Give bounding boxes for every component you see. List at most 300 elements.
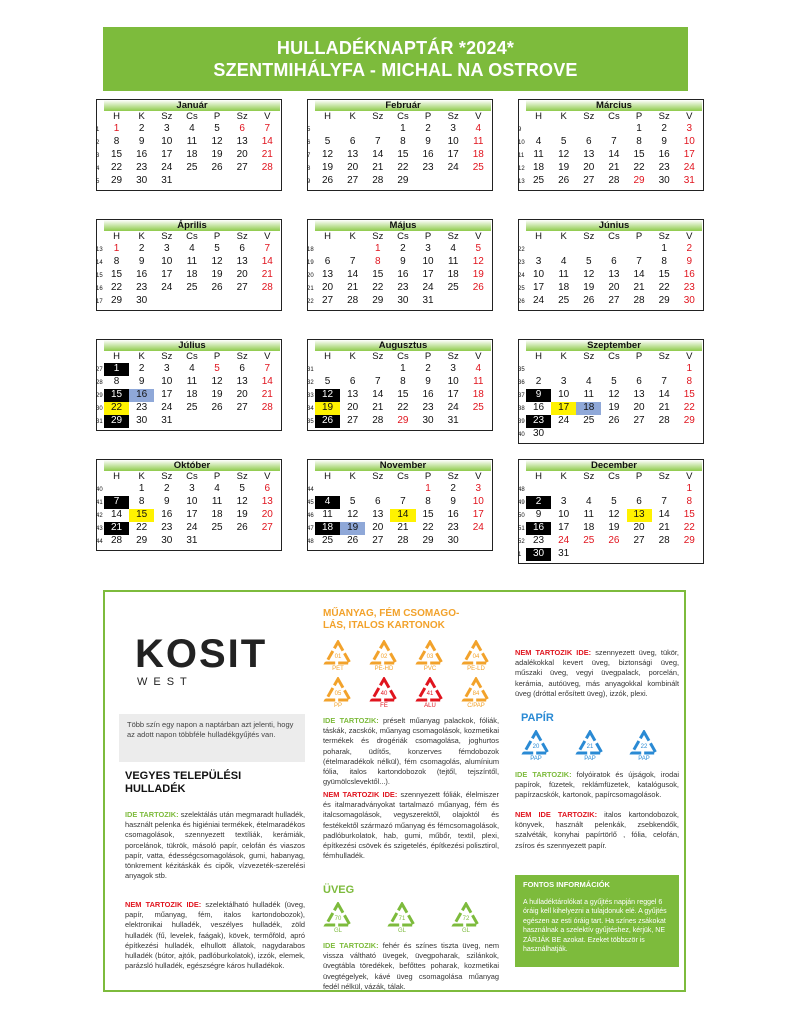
weekday-label: Cs [608,351,620,362]
day-cell: 31 [447,415,459,426]
mixed-ide-body: szelektálás után megmaradt hulladék, használt pelenka és higiéniai termékek, ételmaradékos csomagolások, szennyezett textíliák, kerámiák, porcelánok, tükrök, másoló papír, celofán és viaszos papír, vatta, édességcsomagolások, gumi, habanyag, tönkrement kézitáskák és cipők, vízvezeték-szerelési anyagok stb. [125,810,306,881]
weekday-label: H [535,471,542,482]
week-number: 8 [307,166,311,172]
week-number: 9 [518,127,522,133]
weekday-label: V [475,111,482,122]
glass-ide-text [323,941,499,992]
day-cell: 26 [583,295,595,306]
recycling-code: 03 [426,654,434,660]
day-cell: 29 [658,295,670,306]
weekday-header [526,351,702,362]
day-cell: 4 [189,243,195,254]
recycling-code: 21 [586,744,594,750]
week-row [518,535,704,548]
week-number: 3 [96,153,100,159]
day-cell: 5 [611,376,617,387]
weekday-label: K [349,351,356,362]
week-number: 45 [307,500,314,506]
day-cell: 21 [658,522,670,533]
day-cell: 26 [236,522,248,533]
day-cell: 30 [136,175,148,186]
day-cell [255,175,280,188]
day-cell: 13 [236,376,248,387]
month-name: November [315,460,491,471]
mixed-nem-label: NEM TARTOZIK IDE: [125,900,202,909]
day-cell-holiday: 28 [261,402,273,413]
day-cell [677,428,702,441]
recycling-code: 20 [532,744,540,750]
weekday-label: V [686,471,693,482]
week-number: 9 [307,179,311,185]
mixed-waste-title [125,770,241,796]
week-row [307,389,493,402]
day-cell: 9 [450,496,456,507]
weekday-label: Sz [447,231,459,242]
day-cell: 1 [400,123,406,134]
weekday-header [104,111,280,122]
day-cell-holiday: 2 [686,243,693,254]
week-number: 24 [518,273,525,279]
recycling-label: PAP [638,756,650,762]
week-number: 25 [518,286,525,292]
weekday-header [104,231,280,242]
month-name: Január [104,100,280,111]
day-cell: 17 [558,522,570,533]
plastic-title-line2: LÁS, ITALOS KARTONOK [323,620,445,631]
weekday-label: V [686,111,693,122]
day-cell [551,428,576,441]
recycling-symbol-icon [319,677,357,710]
day-cell: 7 [611,136,617,147]
day-cell-holiday: 25 [472,162,484,173]
day-cell: 3 [164,243,170,254]
day-cell: 23 [533,535,545,546]
day-cell: 17 [533,282,545,293]
day-cell: 30 [136,295,148,306]
weekday-label: Cs [608,471,620,482]
day-cell: 10 [533,269,545,280]
day-cell [365,363,390,376]
weekday-label: V [475,471,482,482]
weekday-label: K [138,471,145,482]
day-cell: 7 [400,496,406,507]
day-cell [576,428,601,441]
weekday-label: Sz [161,471,173,482]
day-cell: 26 [211,402,223,413]
weekday-label: Sz [236,351,248,362]
day-cell [601,548,626,561]
day-cell: 4 [189,123,195,134]
day-cell: 7 [636,256,642,267]
week-row [307,243,493,256]
day-cell [551,243,576,256]
weekday-header [104,351,280,362]
day-cell-holiday: 11 [473,136,484,147]
day-cell: 20 [372,522,384,533]
weekday-label: H [324,231,331,242]
day-cell: 22 [633,162,645,173]
day-cell: 10 [186,496,198,507]
week-number: 36 [518,380,525,386]
day-cell: 15 [658,269,670,280]
week-number: 13 [96,247,103,253]
weekday-label: K [349,111,356,122]
day-cell-holiday: 4 [475,363,482,374]
day-cell-holiday: 18 [472,389,484,400]
day-cell: 3 [560,376,567,387]
weekday-label: Sz [583,471,595,482]
day-cell-paper: 16 [129,389,154,402]
week-number: 11 [518,153,525,159]
recycling-symbol-icon [365,640,403,673]
day-cell: 21 [608,162,620,173]
day-cell: 27 [347,415,359,426]
day-cell: 29 [136,535,148,546]
day-cell: 20 [236,149,248,160]
day-cell: 23 [422,402,434,413]
week-number: 26 [518,299,525,305]
day-cell: 5 [214,243,220,254]
day-cell: 14 [608,149,620,160]
day-cell [315,363,340,376]
weekday-label: Cs [608,111,620,122]
day-cell: 19 [236,509,248,520]
day-cell-holiday: 14 [261,256,273,267]
week-row [96,123,282,136]
day-cell: 11 [186,136,198,147]
header-location: SZENTMIHÁLYFA - MICHAL NA OSTROVE [213,60,578,80]
weekday-label: P [635,111,643,122]
week-row [307,415,493,428]
day-cell: 4 [586,376,592,387]
day-cell: 13 [372,509,384,520]
day-cell: 14 [658,389,670,400]
day-cell [627,243,652,256]
day-cell-holiday: 15 [683,509,695,520]
day-cell: 18 [211,509,223,520]
day-cell: 9 [535,509,542,520]
week-number: 39 [518,419,525,425]
recycling-code: 40 [380,691,388,697]
day-cell-mixed-waste: 12 [315,389,340,402]
day-cell [526,363,551,376]
day-cell: 14 [372,149,384,160]
week-row [518,509,704,522]
day-cell: 31 [161,175,173,186]
day-cell: 28 [372,175,384,186]
day-cell: 14 [633,269,645,280]
weekday-label: Sz [583,231,595,242]
day-cell: 6 [611,256,617,267]
day-cell: 14 [111,509,123,520]
day-cell: 3 [450,363,456,374]
day-cell: 24 [186,522,198,533]
weekday-label: Sz [447,111,459,122]
week-number: 16 [96,286,103,292]
day-cell [576,123,601,136]
day-cell [315,243,340,256]
recycling-label: PE-LD [467,666,485,672]
day-cell [441,295,466,308]
weekday-label: H [113,471,120,482]
day-cell: 7 [661,496,667,507]
day-cell: 6 [239,363,245,374]
weekday-label: Cs [397,351,409,362]
day-cell [576,483,601,496]
recycling-symbol-icon [517,730,555,763]
mixed-ide-label: IDE TARTOZIK: [125,810,179,819]
day-cell: 1 [400,363,406,374]
day-cell: 27 [236,402,248,413]
day-cell-holiday: 31 [683,175,695,186]
day-cell: 13 [347,149,359,160]
week-row [96,402,282,415]
day-cell: 24 [558,415,570,426]
plastic-ide-body: préselt műanyag palackok, fóliák, táskák, zacskók, műanyag csomagolások, kozmetikai termékek és drogériák csomagolása, joghurtos poharak, üdítős, konzerves fémdobozok (ételmaradékok nélkül), fém csomagolás, alumínium fólia, italos kartondobozok (tejtől, tejszíntől, gyümölcslevektől...). [323,716,499,787]
day-cell: 16 [533,402,545,413]
day-cell: 20 [236,389,248,400]
day-cell: 2 [400,243,406,254]
week-number: 29 [96,393,103,399]
day-cell: 30 [161,535,173,546]
day-cell-plastic: 22 [104,402,129,415]
week-number: 33 [307,393,314,399]
day-cell [255,415,280,428]
day-cell: 19 [211,149,223,160]
week-row [518,415,704,428]
day-cell-plastic: 15 [129,509,154,522]
day-cell-holiday: 13 [261,496,273,507]
weekday-label: Sz [372,471,384,482]
day-cell: 24 [447,162,459,173]
weekday-label: Sz [658,471,670,482]
day-cell [576,363,601,376]
weekday-label: Sz [236,111,248,122]
day-cell: 11 [186,256,198,267]
month-name: Október [104,460,280,471]
day-cell: 21 [658,402,670,413]
day-cell: 20 [583,162,595,173]
paper-ide-label: IDE TARTOZIK: [515,770,572,779]
day-cell: 8 [661,256,667,267]
weekday-header [526,231,702,242]
day-cell: 5 [611,496,617,507]
day-cell-holiday: 10 [683,136,695,147]
day-cell [205,415,230,428]
day-cell: 26 [347,535,359,546]
weekday-label: V [686,231,693,242]
week-row [518,483,704,496]
day-cell [551,123,576,136]
day-cell [601,123,626,136]
glass-continued [515,596,679,606]
day-cell-holiday: 5 [214,363,220,374]
day-cell [230,175,255,188]
day-cell: 7 [375,136,381,147]
day-cell-mixed-waste: 2 [526,496,551,509]
recycling-label: PVC [423,666,437,672]
day-cell: 2 [164,483,170,494]
day-cell-mixed-waste: 30 [526,548,551,561]
day-cell: 30 [422,415,434,426]
week-row [518,402,704,415]
day-cell: 5 [324,136,331,147]
day-cell: 25 [211,522,223,533]
day-cell: 29 [372,295,384,306]
recycling-symbol-icon [457,640,495,673]
day-cell: 19 [558,162,570,173]
day-cell: 8 [113,136,120,147]
recycling-symbol-icon [319,902,357,935]
day-cell [205,175,230,188]
day-cell-holiday: 19 [472,269,484,280]
day-cell: 10 [161,256,173,267]
plastic-title [323,608,459,632]
week-row [96,496,282,509]
day-cell: 6 [349,376,356,387]
week-number: 31 [96,419,103,425]
paper-nem-body: italos kartondobozok, könyvek, használt pelenkák, zsebkendők, szalvéták, konyhai papírtörlő , fólia, celofán, zsíros és szennyezett papír. [515,810,679,850]
week-number: 40 [96,487,103,493]
recycling-symbol-icon [457,677,495,710]
month-name: December [526,460,702,471]
day-cell: 31 [161,415,173,426]
important-text: A hulladéktárolókat a gyűjtés napján reggel 6 óráig kell kihelyezni a tulajdonuk elé. A gyűjtés egészen az esti óráig tart. Ha színes zsákokat használnak a szelektív gyűjtéshez, kérjük, NE ZÁRJÁK BE azokat. Ezeket többször is használhatják. [523,898,667,953]
day-cell [601,243,626,256]
day-cell: 24 [161,402,173,413]
day-cell: 23 [658,162,670,173]
day-cell: 19 [322,162,334,173]
day-cell: 19 [211,389,223,400]
day-cell: 16 [136,149,148,160]
day-cell: 13 [347,389,359,400]
week-number: 49 [518,500,525,506]
weekday-label: Sz [372,231,384,242]
mixed-title-line2: HULLADÉK [125,783,186,795]
week-number: 12 [518,166,525,172]
week-row [307,483,493,496]
week-row [518,522,704,535]
plastic-ide-label: IDE TARTOZIK: [323,716,379,725]
day-cell-holiday: 21 [261,389,273,400]
day-cell [416,175,441,188]
day-cell: 15 [397,149,409,160]
day-cell-holiday: 1 [375,243,381,254]
day-cell-mixed-waste: 18 [315,522,340,535]
day-cell: 20 [633,402,645,413]
day-cell [390,483,415,496]
day-cell [230,535,255,548]
week-row [96,175,282,188]
day-cell-holiday: 1 [113,123,120,134]
day-cell: 22 [111,282,123,293]
recycling-label: PAP [530,756,542,762]
week-row [518,295,704,308]
week-number: 52 [518,539,525,545]
header-title: HULLADÉKNAPTÁR *2024* [276,38,515,58]
week-row [96,295,282,308]
week-row [96,376,282,389]
day-cell-holiday: 15 [683,389,695,400]
week-row [518,175,704,188]
week-row [518,136,704,149]
important-title: FONTOS INFORMÁCIÓK [523,880,610,889]
recycling-label: PP [333,703,342,709]
week-row [518,162,704,175]
day-cell: 12 [211,136,223,147]
day-cell [255,295,280,308]
logo-main-text: KOSIT [135,632,268,676]
weekday-label: Sz [583,111,595,122]
day-cell: 12 [211,376,223,387]
week-number: 21 [307,286,314,292]
weekday-label: Sz [161,351,173,362]
day-cell [205,535,230,548]
weekday-label: Sz [583,351,595,362]
day-cell: 15 [111,149,123,160]
day-cell-paper: 18 [576,402,601,415]
day-cell: 9 [661,136,667,147]
day-cell: 22 [658,282,670,293]
day-cell: 6 [586,136,592,147]
recycling-label: GL [333,928,342,934]
day-cell: 29 [397,175,409,186]
week-number: 20 [307,273,314,279]
day-cell: 24 [161,282,173,293]
day-cell-mixed-waste: 23 [526,415,551,428]
week-number: 50 [518,513,525,519]
week-number: 32 [307,380,314,386]
recycling-code: 84 [472,691,480,697]
paper-ide-body: folyóiratok és újságok, irodai papírok, füzetek, reklámfüzetek, katalógusok, papírzacskók, kartonok, papírcsomagolások. [515,770,679,800]
day-cell: 13 [322,269,334,280]
day-cell: 15 [111,269,123,280]
day-cell: 11 [186,376,198,387]
weekday-label: P [213,231,221,242]
weekday-label: V [264,471,271,482]
weekday-label: Sz [372,111,384,122]
day-cell [627,428,652,441]
week-row [307,269,493,282]
day-cell: 5 [560,136,567,147]
week-number: 38 [518,406,525,412]
day-cell: 22 [422,522,434,533]
day-cell: 24 [533,295,545,306]
day-cell: 10 [161,376,173,387]
day-cell: 10 [558,389,570,400]
day-cell: 10 [422,256,434,267]
week-row [307,496,493,509]
day-cell: 20 [347,162,359,173]
day-cell: 26 [211,282,223,293]
mixed-nem-body: szelektálható hulladék (üveg, papír, műanyag, fém, italos kartondobozok), elektronikai hulladék, veszélyes hulladék, zöld hulladék (fű, levelek, faágak), kövek, termőföld, apró építkezési hulladék, elhullott állatok, nagydarabos hulladék (bútor, ajtók, padlóburkolatok), izzók, elemek, parázsló hulladék, egészségre káros hulladékok. [125,900,305,971]
week-row [96,535,282,548]
day-cell: 11 [322,509,333,520]
day-cell: 13 [583,149,595,160]
day-cell: 21 [372,162,384,173]
day-cell: 29 [111,295,123,306]
day-cell-holiday: 24 [558,535,570,546]
recycling-label: PE-HD [374,666,394,672]
day-cell [576,548,601,561]
weekday-label: Sz [658,351,670,362]
day-cell: 13 [608,269,620,280]
month-name: Augusztus [315,340,491,351]
day-cell: 18 [583,522,595,533]
day-cell: 2 [661,123,667,134]
day-cell: 17 [422,269,434,280]
weekday-header [315,471,491,482]
